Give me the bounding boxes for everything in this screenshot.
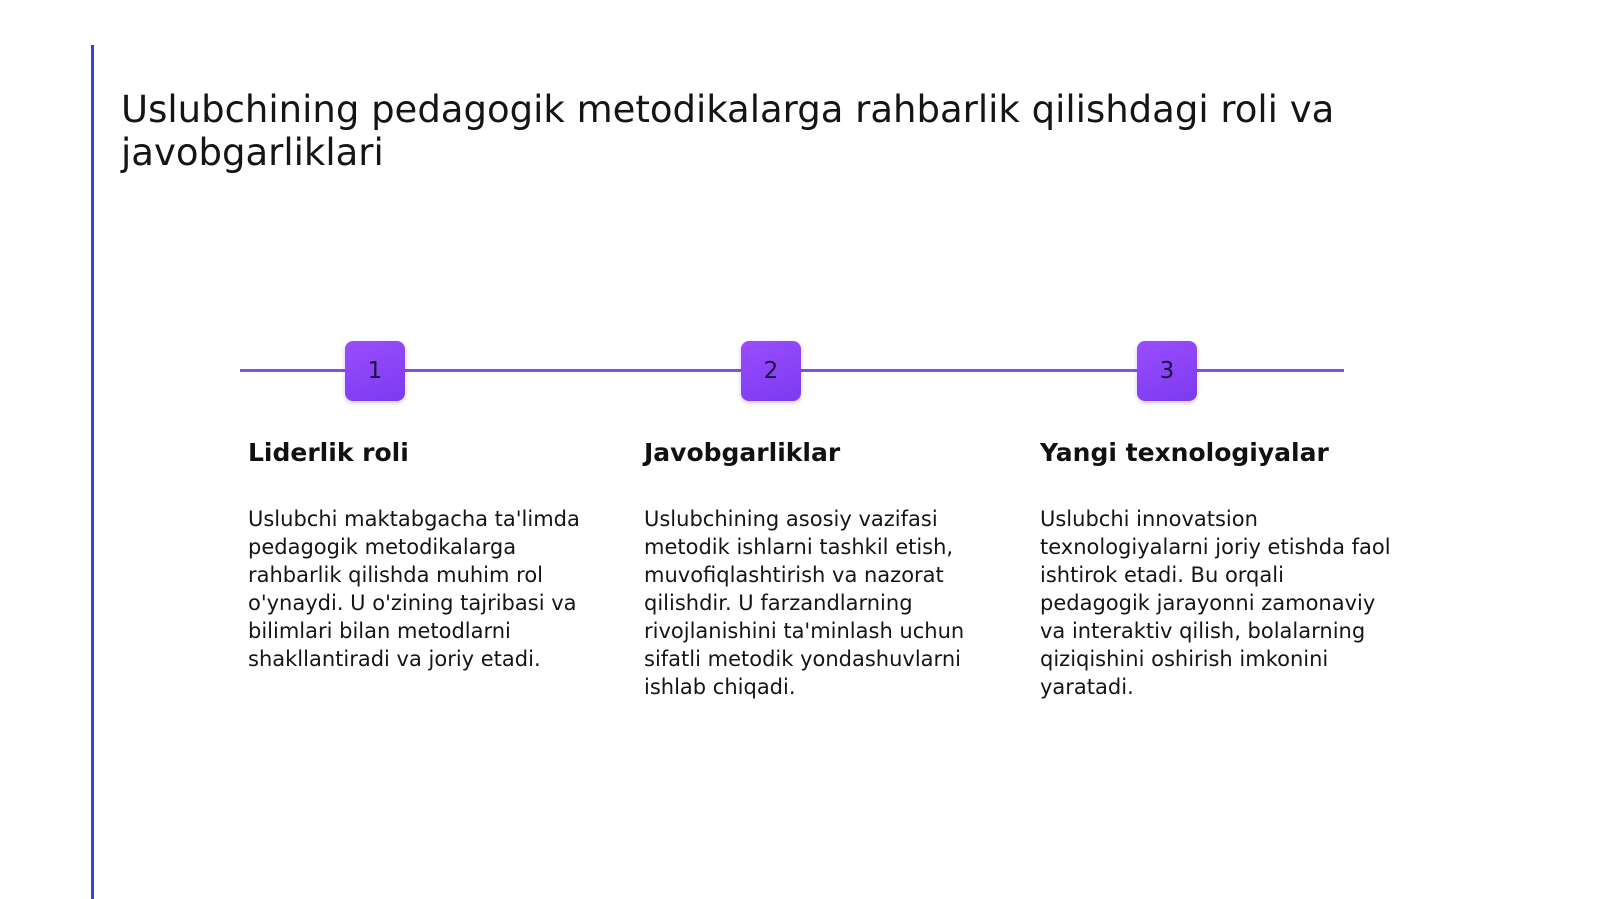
step-text-1: Uslubchi maktabgacha ta'limda pedagogik metodikalarga rahbarlik qilishda muhim rol o'ynaydi. U o'zining tajribasi va bilimlari bilan metodlarni shakllantiradi va joriy etadi. bbox=[248, 507, 580, 671]
step-heading-2: Javobgarliklar bbox=[644, 438, 841, 467]
step-column-2 bbox=[644, 437, 1004, 701]
step-text-2: Uslubchining asosiy vazifasi metodik ishlarni tashkil etish, muvofiqlashtirish va nazorat qilishdir. U farzandlarning rivojlanishini ta'minlash uchun sifatli metodik yondashuvlarni ishlab chiqadi. bbox=[644, 507, 965, 699]
step-badge-2: 2 bbox=[741, 341, 801, 401]
step-text-3: Uslubchi innovatsion texnologiyalarni joriy etishda faol ishtirok etadi. Bu orqali pedagogik jarayonni zamonaviy va interaktiv qilish, bolalarning qiziqishini oshirish imkonini yaratadi. bbox=[1040, 507, 1391, 699]
step-column-1 bbox=[248, 437, 608, 673]
step-badge-3: 3 bbox=[1137, 341, 1197, 401]
slide-title: Uslubchining pedagogik metodikalarga rahbarlik qilishdagi roli va javobgarliklari bbox=[121, 88, 1335, 174]
step-heading-3: Yangi texnologiyalar bbox=[1040, 438, 1329, 467]
step-column-3 bbox=[1040, 437, 1400, 701]
step-badge-1: 1 bbox=[345, 341, 405, 401]
step-heading-1: Liderlik roli bbox=[248, 438, 409, 467]
accent-bar bbox=[91, 45, 94, 899]
